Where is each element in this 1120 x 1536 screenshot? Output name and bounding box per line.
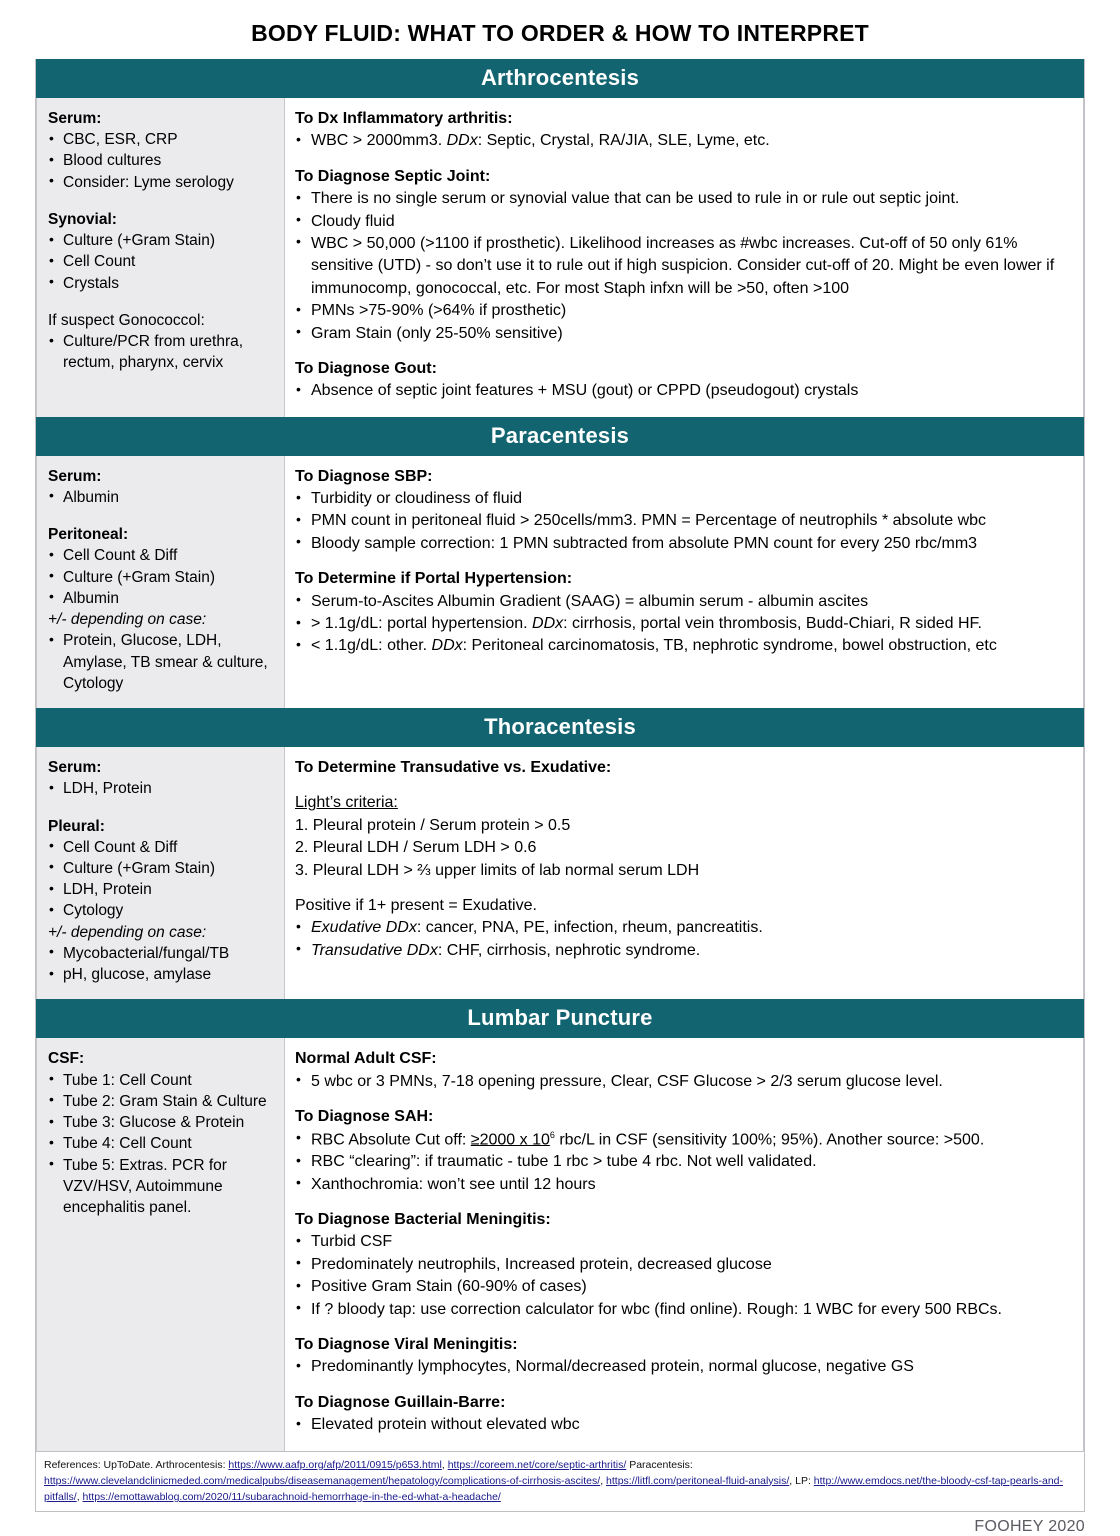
list-item: • Blood cultures [48, 150, 276, 171]
list-item: • LDH, Protein [48, 778, 276, 799]
thoracentesis-pleural-list [48, 837, 276, 922]
section-header-paracentesis: Paracentesis [36, 417, 1084, 456]
paracentesis-interpretation-column [285, 456, 1083, 708]
references-prefix: References: UpToDate. Arthrocentesis: [44, 1458, 229, 1471]
list-item: • Mycobacterial/fungal/TB [48, 943, 276, 964]
list-item: • WBC > 2000mm3. DDx: Septic, Crystal, RA/JIA, SLE, Lyme, etc. [295, 130, 1071, 152]
paracentesis-sbp-heading: To Diagnose SBP: [295, 467, 433, 485]
thoracentesis-ddx-list [295, 917, 1071, 962]
paracentesis-portal-htn-list [295, 591, 1071, 658]
list-item: • Serum-to-Ascites Albumin Gradient (SAAG) = albumin serum - albumin ascites [295, 591, 1071, 613]
section-header-thoracentesis: Thoracentesis [36, 708, 1084, 747]
list-item: • Gram Stain (only 25-50% sensitive) [295, 323, 1071, 345]
content-sheet [35, 59, 1085, 1451]
list-item: • Cell Count & Diff [48, 545, 276, 566]
lights-criteria-list [295, 815, 1071, 882]
list-item: • RBC “clearing”: if traumatic - tube 1 rbc > tube 4 rbc. Not well validated. [295, 1151, 1071, 1173]
section-body-paracentesis [36, 456, 1084, 708]
list-item: • Consider: Lyme serology [48, 172, 276, 193]
arthrocentesis-interpretation-column [285, 98, 1083, 417]
arthrocentesis-gout-list [295, 380, 1071, 402]
list-item: • Culture (+Gram Stain) [48, 230, 276, 251]
csf-label: CSF: [48, 1050, 85, 1068]
list-item: • pH, glucose, amylase [48, 964, 276, 985]
csf-tube-list [48, 1070, 276, 1219]
list-item: • Tube 1: Cell Count [48, 1070, 276, 1091]
list-item: 2. Pleural LDH / Serum LDH > 0.6 [295, 839, 537, 857]
reference-link-coreem[interactable]: https://coreem.net/core/septic-arthritis/ [447, 1458, 627, 1471]
spacer [295, 555, 1071, 568]
list-item: • WBC > 50,000 (>1100 if prosthetic). Likelihood increases as #wbc increases. Cut-off of 50 only 61% sensitive (UTD) - so don’t use it to rule out if high suspicion. Consider cut-off of 20. Might be even lower if immunocomp, gonococcal, etc. For most Staph infxn will be >50, often >100 [295, 233, 1071, 300]
paracentesis-optional-list [48, 630, 276, 694]
normal-csf-heading: Normal Adult CSF: [295, 1050, 437, 1068]
section-body-lumbar-puncture [36, 1038, 1084, 1450]
spacer [295, 1379, 1071, 1392]
list-item: 3. Pleural LDH > ⅔ upper limits of lab normal serum LDH [295, 861, 700, 879]
list-item: • PMN count in peritoneal fluid > 250cells/mm3. PMN = Percentage of neutrophils * absolute wbc [295, 510, 1071, 532]
normal-csf-list [295, 1071, 1071, 1093]
paracentesis-orders-column [37, 456, 285, 708]
thoracentesis-optional-note: +/- depending on case: [48, 923, 207, 941]
thoracentesis-interpretation-column [285, 747, 1083, 999]
list-item: • Cell Count & Diff [48, 837, 276, 858]
arthrocentesis-gout-heading: To Diagnose Gout: [295, 359, 437, 377]
list-item: • Culture (+Gram Stain) [48, 858, 276, 879]
list-item: 1. Pleural protein / Serum protein > 0.5 [295, 816, 571, 834]
spacer [295, 153, 1071, 166]
list-item: • Albumin [48, 487, 276, 508]
arthrocentesis-gonococcol-label: If suspect Gonococcol: [48, 311, 205, 329]
thoracentesis-serum-list [48, 778, 276, 799]
list-item: • RBC Absolute Cut off: ≥2000 x $10^6$ rbc/L in CSF (sensitivity 100%; 95%). Another source: >500. [295, 1129, 1071, 1152]
spacer [48, 800, 276, 816]
list-item: • CBC, ESR, CRP [48, 129, 276, 150]
list-item: • Tube 3: Glucose & Protein [48, 1112, 276, 1133]
list-item: • Protein, Glucose, LDH, Amylase, TB smear & culture, Cytology [48, 630, 276, 694]
bacterial-meningitis-list [295, 1231, 1071, 1321]
thoracentesis-positive-line: Positive if 1+ present = Exudative. [295, 896, 537, 914]
sah-heading: To Diagnose SAH: [295, 1108, 434, 1126]
sah-cutoff-exponent: 6 [549, 1129, 555, 1140]
section-body-thoracentesis [36, 747, 1084, 999]
list-item: • Bloody sample correction: 1 PMN subtracted from absolute PMN count for every 250 rbc/mm3 [295, 533, 1071, 555]
arthrocentesis-serum-label: Serum: [48, 110, 102, 127]
arthrocentesis-synovial-label: Synovial: [48, 210, 117, 228]
spacer [295, 779, 1071, 792]
list-item: • There is no single serum or synovial value that can be used to rule in or rule out septic joint. [295, 188, 1071, 210]
list-item: • LDH, Protein [48, 879, 276, 900]
arthrocentesis-gonococcol-list [48, 331, 276, 373]
list-item: • Cell Count [48, 251, 276, 272]
arthrocentesis-inflammatory-heading: To Dx Inflammatory arthritis: [295, 110, 513, 127]
section-header-lumbar-puncture: Lumbar Puncture [36, 999, 1084, 1038]
thoracentesis-orders-column [37, 747, 285, 999]
list-item: • Crystals [48, 273, 276, 294]
list-item: • Culture (+Gram Stain) [48, 567, 276, 588]
list-item: • Exudative DDx: cancer, PNA, PE, infection, rheum, pancreatitis. [295, 917, 1071, 939]
paracentesis-serum-list [48, 487, 276, 508]
thoracentesis-optional-list [48, 943, 276, 985]
list-item: • Predominately neutrophils, Increased protein, decreased glucose [295, 1254, 1071, 1276]
spacer [48, 508, 276, 524]
thoracentesis-transudate-heading: To Determine Transudative vs. Exudative: [295, 759, 612, 777]
list-item: • Turbid CSF [295, 1231, 1071, 1253]
section-header-arthrocentesis: Arthrocentesis [36, 59, 1084, 98]
list-item: • Cytology [48, 900, 276, 921]
viral-meningitis-list [295, 1356, 1071, 1378]
references-box [35, 1451, 1085, 1513]
list-item: • Absence of septic joint features + MSU (gout) or CPPD (pseudogout) crystals [295, 380, 1071, 402]
spacer [295, 882, 1071, 895]
list-item: • Positive Gram Stain (60-90% of cases) [295, 1276, 1071, 1298]
paracentesis-portal-htn-heading: To Determine if Portal Hypertension: [295, 570, 573, 588]
spacer [295, 1321, 1071, 1334]
guillain-barre-heading: To Diagnose Guillain-Barre: [295, 1393, 506, 1411]
spacer [48, 294, 276, 310]
reference-link-aafp[interactable]: https://www.aafp.org/afp/2011/0915/p653.html [228, 1458, 442, 1471]
paracentesis-sbp-list [295, 488, 1071, 555]
thoracentesis-serum-label: Serum: [48, 759, 102, 777]
list-item: • Elevated protein without elevated wbc [295, 1414, 1071, 1436]
reference-link-clevelandclinic[interactable]: https://www.clevelandclinicmeded.com/medicalpubs/diseasemanagement/hepatology/complications-of-cirrhosis-ascites/ [44, 1474, 601, 1487]
guillain-barre-list [295, 1414, 1071, 1436]
lumbar-puncture-interpretation-column [285, 1038, 1083, 1450]
section-body-arthrocentesis [36, 98, 1084, 417]
list-item: • Tube 4: Cell Count [48, 1133, 276, 1154]
spacer [295, 1093, 1071, 1106]
list-item: • Turbidity or cloudiness of fluid [295, 488, 1071, 510]
spacer [295, 345, 1071, 358]
bacterial-meningitis-heading: To Diagnose Bacterial Meningitis: [295, 1211, 551, 1229]
arthrocentesis-septic-list [295, 188, 1071, 345]
list-item: • < 1.1g/dL: other. DDx: Peritoneal carcinomatosis, TB, nephrotic syndrome, bowel obstruction, etc [295, 635, 1071, 657]
arthrocentesis-orders-column [37, 98, 285, 417]
arthrocentesis-synovial-list [48, 230, 276, 294]
viral-meningitis-heading: To Diagnose Viral Meningitis: [295, 1336, 518, 1353]
list-item: • Transudative DDx: CHF, cirrhosis, nephrotic syndrome. [295, 940, 1071, 962]
list-item: • Cloudy fluid [295, 211, 1071, 233]
list-item: • If ? bloody tap: use correction calculator for wbc (find online). Rough: 1 WBC for every 500 RBCs. [295, 1299, 1071, 1321]
list-item: • Tube 2: Gram Stain & Culture [48, 1091, 276, 1112]
list-item: • Culture/PCR from urethra, rectum, pharynx, cervix [48, 331, 276, 373]
list-item: • > 1.1g/dL: portal hypertension. DDx: cirrhosis, portal vein thrombosis, Budd-Chiari, R sided HF. [295, 613, 1071, 635]
arthrocentesis-serum-list [48, 129, 276, 193]
arthrocentesis-inflammatory-list [295, 130, 1071, 152]
sah-cutoff-value: ≥2000 x 10 [470, 1130, 550, 1148]
thoracentesis-pleural-label: Pleural: [48, 817, 105, 835]
sah-list [295, 1129, 1071, 1197]
reference-link-emdocs[interactable]: http://www.emdocs.net/the-bloody-csf-tap-pearls-and-pitfalls/ [44, 1474, 1063, 1504]
paracentesis-serum-label: Serum: [48, 467, 102, 485]
author-credit: FOOHEY 2020 [974, 1518, 1085, 1536]
list-item: • PMNs >75-90% (>64% if prosthetic) [295, 300, 1071, 322]
list-item: • 5 wbc or 3 PMNs, 7-18 opening pressure, Clear, CSF Glucose > 2/3 serum glucose level. [295, 1071, 1071, 1093]
arthrocentesis-septic-heading: To Diagnose Septic Joint: [295, 167, 491, 185]
spacer [295, 1196, 1071, 1209]
reference-link-emottawa[interactable]: https://emottawablog.com/2020/11/subarachnoid-hemorrhage-in-the-ed-what-a-headache/ [82, 1491, 501, 1504]
list-item: • Predominantly lymphocytes, Normal/decreased protein, normal glucose, negative GS [295, 1356, 1071, 1378]
lights-criteria-label: Light’s criteria: [295, 794, 398, 812]
reference-link-litfl[interactable]: https://litfl.com/peritoneal-fluid-analysis/ [606, 1474, 790, 1487]
paracentesis-peritoneal-label: Peritoneal: [48, 526, 129, 544]
lumbar-puncture-orders-column [37, 1038, 285, 1450]
list-item: • Albumin [48, 588, 276, 609]
spacer [48, 193, 276, 209]
list-item: • Xanthochromia: won’t see until 12 hours [295, 1174, 1071, 1196]
paracentesis-peritoneal-list [48, 545, 276, 609]
page-title: BODY FLUID: WHAT TO ORDER & HOW TO INTERPRET [251, 20, 869, 46]
list-item: • Tube 5: Extras. PCR for VZV/HSV, Autoimmune encephalitis panel. [48, 1155, 276, 1219]
paracentesis-optional-note: +/- depending on case: [48, 611, 207, 629]
references-text: References: UpToDate. Arthrocentesis: https://www.aafp.org/afp/2011/0915/p653.html, https://coreem.net/core/septic-arthritis/ Paracentesis: https://www.clevelandclinicmeded.com/medicalpubs/diseasemanagement/hepatology/complications-of-cirrhosis-ascites/, https://litfl.com/peritoneal-fluid-analysis/, LP: http://www.emdocs.net/the-bloody-csf-tap-pearls-and-pitfalls/, https://emottawablog.com/2020/11/subarachnoid-hemorrhage-in-the-ed-what-a-headache/ [44, 1458, 1063, 1504]
